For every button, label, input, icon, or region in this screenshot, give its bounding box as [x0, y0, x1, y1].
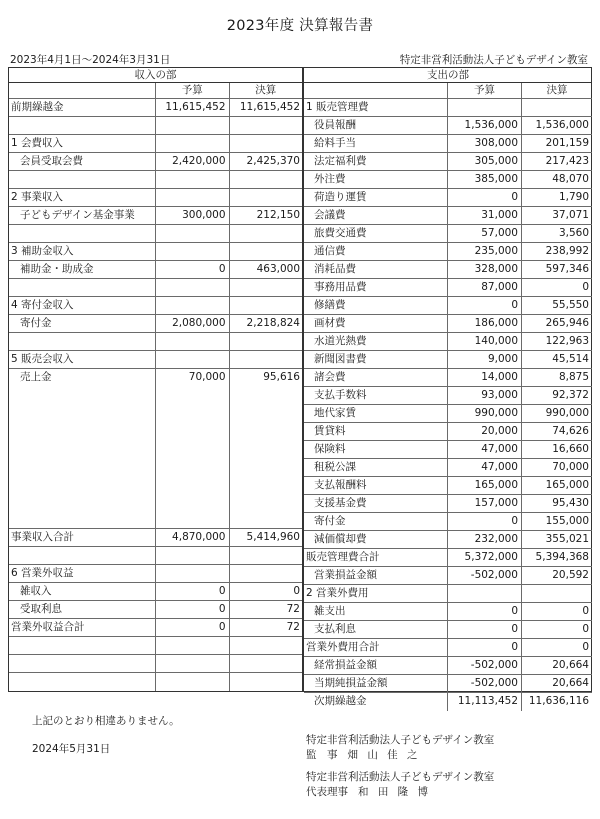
expense-budget-value: 47,000: [447, 441, 521, 458]
expense-item-name: 支払報酬料: [314, 479, 367, 491]
expense-actual-value: 20,592: [521, 567, 592, 584]
expense-table-row: [304, 207, 592, 225]
expense-budget-value: 87,000: [447, 279, 521, 296]
expense-actual-value: 0: [521, 603, 592, 620]
income-table-row: [9, 637, 302, 655]
expense-table-row: [304, 135, 592, 153]
income-budget-value: [155, 117, 229, 134]
expense-budget-value: -502,000: [447, 675, 521, 692]
expense-actual-value: 597,346: [521, 261, 592, 278]
expense-table-row: [304, 675, 592, 693]
expense-budget-value: 157,000: [447, 495, 521, 512]
income-item-name: 受取利息: [20, 603, 62, 615]
expense-table-row: [304, 549, 592, 567]
expense-budget-value: 0: [447, 639, 521, 656]
income-item-name: 寄付金: [20, 317, 52, 329]
income-table-row: [9, 117, 302, 135]
expense-actual-value: 1,790: [521, 189, 592, 206]
income-item-name: 4 寄付金収入: [11, 299, 74, 311]
expense-table-row: [304, 369, 592, 387]
income-item-name: [9, 333, 155, 350]
expense-table-row: [304, 153, 592, 171]
expense-item-name: 通信費: [314, 245, 346, 257]
expense-actual-value: 355,021: [521, 531, 592, 548]
expense-actual-value: 0: [521, 639, 592, 656]
expense-item-name: 寄付金: [314, 515, 346, 527]
income-item-name: [9, 171, 155, 188]
expense-budget-value: 140,000: [447, 333, 521, 350]
fiscal-period: 2023年4月1日〜2024年3月31日: [10, 54, 171, 66]
income-actual-value: [229, 189, 303, 206]
expense-actual-value: 155,000: [521, 513, 592, 530]
expense-budget-value: 0: [447, 297, 521, 314]
expense-actual-value: 45,514: [521, 351, 592, 368]
income-actual-value: 212,150: [229, 207, 302, 224]
income-table-row: [9, 297, 302, 315]
signature-name: 和 田 隆 博: [358, 786, 432, 798]
income-actual-value: [229, 565, 303, 582]
income-budget-value: 11,615,452: [155, 99, 229, 116]
expense-table-row: [304, 567, 592, 585]
income-item-name: [9, 655, 155, 672]
expense-actual-value: 92,372: [521, 387, 592, 404]
income-budget-value: 4,870,000: [155, 529, 229, 546]
expense-actual-value: 37,071: [521, 207, 592, 224]
income-actual-value: 5,414,960: [229, 529, 303, 546]
signature-org: 特定非営利活動法人子どもデザイン教室: [306, 771, 495, 783]
expense-actual-value: 1,536,000: [521, 117, 592, 134]
expense-item-name: 経常損益金額: [314, 659, 377, 671]
income-item-name: 2 事業収入: [11, 191, 64, 203]
income-table-row: [9, 351, 302, 369]
income-actual-value: 0: [229, 583, 302, 600]
expense-table-row: [304, 243, 592, 261]
income-table-row: [9, 601, 302, 619]
income-table-row: [9, 333, 302, 351]
income-blank-budget: [155, 387, 229, 528]
expense-budget-value: 308,000: [447, 135, 521, 152]
expense-budget-value: -502,000: [447, 567, 521, 584]
income-item-name: 事業収入合計: [11, 531, 74, 543]
income-budget-value: 0: [155, 619, 229, 636]
income-item-name: 6 営業外収益: [11, 567, 74, 579]
income-budget-value: [155, 333, 229, 350]
income-item-name: [9, 547, 155, 564]
income-budget-value: 300,000: [155, 207, 229, 224]
income-header-actual: 決算: [229, 83, 303, 98]
expense-budget-value: [447, 99, 521, 116]
income-budget-value: 0: [155, 583, 229, 600]
expense-actual-value: 70,000: [521, 459, 592, 476]
report-meta: [8, 52, 592, 66]
expense-table-row: [304, 513, 592, 531]
expense-actual-value: 165,000: [521, 477, 592, 494]
expense-table-row: [304, 531, 592, 549]
expense-table-row: [304, 585, 592, 603]
income-actual-value: [229, 673, 303, 691]
expense-actual-value: 16,660: [521, 441, 592, 458]
expense-item-name: 役員報酬: [314, 119, 356, 131]
expense-budget-value: 11,113,452: [447, 693, 521, 711]
expense-item-name: 支払利息: [314, 623, 356, 635]
expense-budget-value: 235,000: [447, 243, 521, 260]
expense-budget-value: 14,000: [447, 369, 521, 386]
expense-budget-value: 165,000: [447, 477, 521, 494]
income-header-budget: 予算: [155, 83, 229, 98]
expense-budget-value: -502,000: [447, 657, 521, 674]
expense-table-row: [304, 495, 592, 513]
expense-budget-value: 0: [447, 621, 521, 638]
expense-actual-value: 74,626: [521, 423, 592, 440]
income-item-name: 補助金・助成金: [20, 263, 94, 275]
expense-actual-value: 20,664: [521, 657, 592, 674]
expense-budget-value: 1,536,000: [447, 117, 521, 134]
expense-actual-value: 990,000: [521, 405, 592, 422]
expense-rows: [304, 99, 592, 711]
closing-date: 2024年5月31日: [32, 743, 111, 755]
ledger-table: [8, 67, 592, 707]
income-table-row: [9, 315, 302, 333]
expense-item-name: 新聞図書費: [314, 353, 367, 365]
income-budget-value: [155, 189, 229, 206]
income-budget-value: [155, 225, 229, 242]
income-table-row: [9, 243, 302, 261]
income-actual-value: 72: [229, 619, 303, 636]
expense-table-row: [304, 657, 592, 675]
income-table-row: [9, 529, 302, 547]
expense-actual-value: 48,070: [521, 171, 592, 188]
income-table-row: [9, 369, 302, 387]
income-item-name: [9, 673, 155, 691]
income-budget-value: 0: [155, 601, 229, 618]
income-budget-value: [155, 135, 229, 152]
expense-item-name: 次期繰越金: [314, 695, 367, 707]
income-item-name: 前期繰越金: [11, 101, 64, 113]
income-item-name: [9, 279, 155, 296]
income-actual-value: [229, 297, 303, 314]
expense-actual-value: 265,946: [521, 315, 592, 332]
expense-budget-value: 5,372,000: [447, 549, 521, 566]
expense-item-name: 法定福利費: [314, 155, 367, 167]
income-table-row: [9, 547, 302, 565]
expense-item-name: 保険料: [314, 443, 346, 455]
expense-actual-value: 122,963: [521, 333, 592, 350]
expense-item-name: 営業外費用合計: [306, 641, 380, 653]
income-section-title: 収入の部: [9, 68, 302, 83]
expense-item-name: 2 営業外費用: [306, 587, 369, 599]
expense-table-row: [304, 621, 592, 639]
expense-table-row: [304, 315, 592, 333]
expense-item-name: 旅費交通費: [314, 227, 367, 239]
income-item-name: 3 補助金収入: [11, 245, 74, 257]
expense-item-name: 外注費: [314, 173, 346, 185]
expense-item-name: 支援基金費: [314, 497, 367, 509]
income-table-row: [9, 261, 302, 279]
income-actual-value: 95,616: [229, 369, 302, 387]
income-table-row: [9, 225, 302, 243]
income-actual-value: [229, 547, 303, 564]
income-header-blank: [9, 83, 155, 98]
income-actual-value: [229, 279, 303, 296]
expense-item-name: 地代家賃: [314, 407, 356, 419]
expense-section-title: 支出の部: [304, 68, 592, 83]
expense-budget-value: 9,000: [447, 351, 521, 368]
expense-actual-value: 217,423: [521, 153, 592, 170]
signature-auditor: [306, 733, 494, 763]
income-section: [9, 68, 304, 691]
income-item-name: 営業外収益合計: [11, 621, 85, 633]
expense-item-name: 画材費: [314, 317, 346, 329]
income-budget-value: [155, 565, 229, 582]
expense-table-row: [304, 117, 592, 135]
income-table-row: [9, 135, 302, 153]
expense-budget-value: 47,000: [447, 459, 521, 476]
expense-section: [304, 68, 592, 707]
expense-item-name: 雑支出: [314, 605, 346, 617]
income-table-row: [9, 153, 302, 171]
expense-table-row: [304, 189, 592, 207]
income-budget-value: [155, 655, 229, 672]
expense-budget-value: 0: [447, 189, 521, 206]
expense-table-row: [304, 603, 592, 621]
income-actual-value: 11,615,452: [229, 99, 303, 116]
income-actual-value: 2,425,370: [229, 153, 302, 170]
income-budget-value: [155, 547, 229, 564]
income-budget-value: [155, 351, 229, 368]
expense-table-row: [304, 171, 592, 189]
expense-actual-value: 201,159: [521, 135, 592, 152]
expense-actual-value: [521, 99, 592, 116]
expense-item-name: 1 販売管理費: [306, 101, 369, 113]
expense-item-name: 営業損益金額: [314, 569, 377, 581]
expense-budget-value: 0: [447, 603, 521, 620]
income-budget-value: [155, 673, 229, 691]
income-blank-name: [9, 387, 155, 528]
income-budget-value: [155, 637, 229, 654]
expense-table-row: [304, 423, 592, 441]
signature-representative: [306, 770, 494, 800]
expense-table-row: [304, 351, 592, 369]
expense-item-name: 荷造り運賃: [314, 191, 367, 203]
expense-actual-value: 0: [521, 621, 592, 638]
signature-role: 監 事: [306, 749, 338, 761]
expense-item-name: 当期純損益金額: [314, 677, 388, 689]
income-item-name: 売上金: [20, 371, 52, 383]
income-budget-value: [155, 279, 229, 296]
expense-budget-value: 186,000: [447, 315, 521, 332]
income-table-row: [9, 207, 302, 225]
expense-item-name: 事務用品費: [314, 281, 367, 293]
expense-item-name: 水道光熱費: [314, 335, 367, 347]
income-table-row: [9, 655, 302, 673]
income-table-row: [9, 583, 302, 601]
income-budget-value: 0: [155, 261, 229, 278]
expense-table-row: [304, 297, 592, 315]
expense-item-name: 会議費: [314, 209, 346, 221]
organization-name: 特定非営利活動法人子どもデザイン教室: [399, 54, 588, 66]
expense-table-row: [304, 261, 592, 279]
income-table-row: [9, 673, 302, 691]
income-actual-value: [229, 333, 303, 350]
expense-budget-value: [447, 585, 521, 602]
expense-item-name: 減価償却費: [314, 533, 367, 545]
income-actual-value: [229, 135, 303, 152]
expense-table-row: [304, 225, 592, 243]
expense-table-row: [304, 387, 592, 405]
income-bottom-rows: [9, 528, 302, 691]
income-budget-value: 2,080,000: [155, 315, 229, 332]
income-actual-value: 2,218,824: [229, 315, 302, 332]
expense-budget-value: 990,000: [447, 405, 521, 422]
expense-budget-value: 232,000: [447, 531, 521, 548]
income-blank-actual: [229, 387, 303, 528]
income-table-row: [9, 99, 302, 117]
expense-actual-value: 20,664: [521, 675, 592, 692]
expense-table-row: [304, 693, 592, 711]
expense-column-headers: [304, 83, 592, 99]
income-actual-value: [229, 243, 303, 260]
income-item-name: [9, 117, 155, 134]
income-actual-value: [229, 637, 303, 654]
income-blank-area: [9, 387, 302, 528]
expense-actual-value: [521, 585, 592, 602]
expense-budget-value: 0: [447, 513, 521, 530]
expense-budget-value: 57,000: [447, 225, 521, 242]
expense-item-name: 給料手当: [314, 137, 356, 149]
income-item-name: [9, 225, 155, 242]
expense-actual-value: 238,992: [521, 243, 592, 260]
expense-table-row: [304, 333, 592, 351]
income-actual-value: [229, 351, 303, 368]
expense-item-name: 支払手数料: [314, 389, 367, 401]
income-budget-value: [155, 243, 229, 260]
income-actual-value: [229, 225, 303, 242]
expense-budget-value: 93,000: [447, 387, 521, 404]
income-table-row: [9, 619, 302, 637]
signature-org: 特定非営利活動法人子どもデザイン教室: [306, 734, 495, 746]
expense-budget-value: 328,000: [447, 261, 521, 278]
closing-statement: 上記のとおり相違ありません。: [32, 715, 180, 727]
expense-item-name: 消耗品費: [314, 263, 356, 275]
income-table-row: [9, 171, 302, 189]
expense-actual-value: 0: [521, 279, 592, 296]
income-budget-value: 70,000: [155, 369, 229, 387]
income-item-name: [9, 637, 155, 654]
expense-actual-value: 3,560: [521, 225, 592, 242]
expense-table-row: [304, 477, 592, 495]
expense-item-name: 租税公課: [314, 461, 356, 473]
income-table-row: [9, 279, 302, 297]
expense-budget-value: 20,000: [447, 423, 521, 440]
income-column-headers: [9, 83, 302, 99]
signature-role: 代表理事: [306, 786, 348, 798]
income-budget-value: [155, 171, 229, 188]
income-item-name: 子どもデザイン基金事業: [20, 209, 135, 221]
income-actual-value: 463,000: [229, 261, 302, 278]
income-actual-value: 72: [229, 601, 302, 618]
income-actual-value: [229, 171, 303, 188]
expense-budget-value: 31,000: [447, 207, 521, 224]
income-rows: [9, 99, 302, 387]
expense-table-row: [304, 639, 592, 657]
expense-actual-value: 55,550: [521, 297, 592, 314]
report-title: 2023年度 決算報告書: [226, 18, 374, 34]
expense-header-actual: 決算: [521, 83, 592, 98]
expense-table-row: [304, 99, 592, 117]
expense-table-row: [304, 459, 592, 477]
expense-item-name: 販売管理費合計: [306, 551, 380, 563]
expense-header-blank: [304, 83, 447, 98]
expense-table-row: [304, 405, 592, 423]
expense-table-row: [304, 441, 592, 459]
income-item-name: 5 販売会収入: [11, 353, 74, 365]
expense-actual-value: 8,875: [521, 369, 592, 386]
expense-budget-value: 385,000: [447, 171, 521, 188]
income-item-name: 会員受取会費: [20, 155, 83, 167]
expense-item-name: 諸会費: [314, 371, 346, 383]
expense-table-row: [304, 279, 592, 297]
expense-actual-value: 95,430: [521, 495, 592, 512]
income-budget-value: 2,420,000: [155, 153, 229, 170]
expense-item-name: 賃貸料: [314, 425, 346, 437]
expense-header-budget: 予算: [447, 83, 521, 98]
expense-actual-value: 5,394,368: [521, 549, 592, 566]
expense-actual-value: 11,636,116: [521, 693, 592, 711]
signature-name: 畑 山 佳 之: [347, 749, 421, 761]
income-table-row: [9, 565, 302, 583]
income-item-name: 1 会費収入: [11, 137, 64, 149]
income-actual-value: [229, 655, 303, 672]
income-actual-value: [229, 117, 303, 134]
income-budget-value: [155, 297, 229, 314]
expense-budget-value: 305,000: [447, 153, 521, 170]
income-item-name: 雑収入: [20, 585, 52, 597]
income-table-row: [9, 189, 302, 207]
expense-item-name: 修繕費: [314, 299, 346, 311]
